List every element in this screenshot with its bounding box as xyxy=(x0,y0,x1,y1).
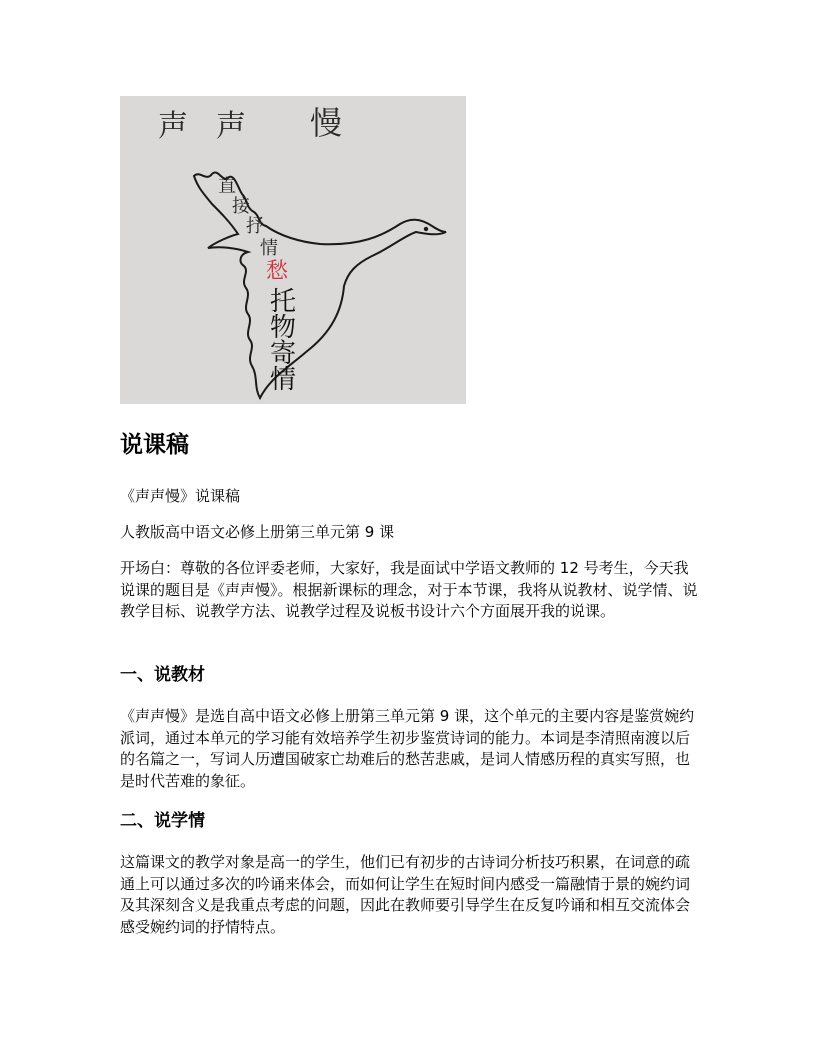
section-2-heading: 二、说学情 xyxy=(120,811,205,831)
photo-char-upper-3: 抒 xyxy=(246,216,264,237)
photo-char-center: 愁 xyxy=(266,259,289,284)
course-info: 人教版高中语文必修上册第三单元第 9 课 xyxy=(120,523,395,541)
section-1-heading: 一、说教材 xyxy=(120,665,205,685)
page-title: 说课稿 xyxy=(120,432,189,458)
photo-title-char-1: 声 xyxy=(158,109,188,144)
section-1-body: 《声声慢》是选自高中语文必修上册第三单元第 9 课，这个单元的主要内容是鉴赏婉约派词，通过本单元的学习能有效培养学生初步鉴赏诗词的能力。本词是李清照南渡以后的名篇之一，写词人历遭国破家亡劫难后的愁苦悲戚，是词人情感历程的真实写照，也是时代苦难的象征。 xyxy=(120,707,695,790)
swan-eye xyxy=(424,227,428,231)
photo-char-lower-2: 物 xyxy=(270,313,297,343)
photo-char-lower-4: 情 xyxy=(270,365,297,395)
photo-char-upper-4: 情 xyxy=(260,238,278,259)
photo-char-upper-2: 接 xyxy=(232,196,250,217)
photo-title-char-2: 声 xyxy=(216,109,246,144)
blackboard-design-photo xyxy=(120,96,466,404)
photo-title-char-3: 慢 xyxy=(310,104,343,142)
lesson-subtitle: 《声声慢》说课稿 xyxy=(120,487,241,505)
section-2-body: 这篇课文的教学对象是高一的学生，他们已有初步的古诗词分析技巧积累，在词意的疏通上可以通过多次的吟诵来体会，而如何让学生在短时间内感受一篇融情于景的婉约词及其深刻含义是我重点考虑的问题，因此在教师要引导学生在反复吟诵和相互交流体会感受婉约词的抒情特点。 xyxy=(120,853,691,936)
intro-paragraph: 开场白：尊敬的各位评委老师，大家好，我是面试中学语文教师的 12 号考生，今天我说课的题目是《声声慢》。根据新课标的理念，对于本节课，我将从说教材、说学情、说教学目标、说教学方法、说教学过程及说板书设计六个方面展开我的说课。 xyxy=(120,559,698,620)
photo-char-lower-3: 寄 xyxy=(270,339,297,369)
photo-char-upper-1: 直 xyxy=(218,176,236,197)
photo-char-lower-1: 托 xyxy=(270,287,297,317)
